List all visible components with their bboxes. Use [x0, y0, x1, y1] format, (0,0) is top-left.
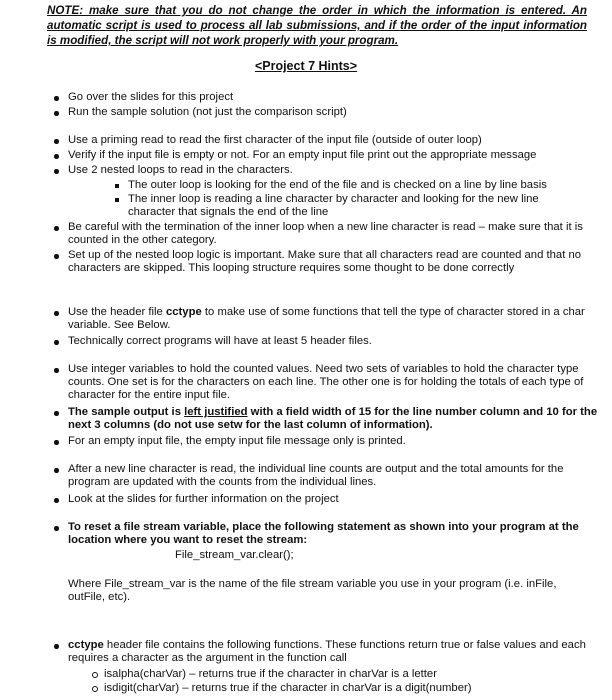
square-bullet-icon — [115, 184, 119, 188]
bullet-icon — [54, 498, 59, 503]
bullet-icon — [54, 226, 59, 231]
bullet-icon — [54, 468, 59, 473]
list-item-text: Use a priming read to read the first character of the input file (outside of outer loop) — [68, 134, 482, 146]
cctype-keyword: cctype — [165, 306, 202, 318]
text-run: to make use of some functions that tell the type of character stored in a char variable. See Below. — [68, 306, 585, 332]
list-item-text — [68, 306, 604, 332]
list-item-text: Be careful with the termination of the inner loop when a new line character is read – make sure that it is counted in the other category. — [68, 221, 583, 247]
list-item-text: Use 2 nested loops to read in the characters. — [68, 164, 293, 176]
list-item-text: Technically correct programs will have at least 5 header files. — [68, 335, 372, 347]
cctype-keyword: cctype — [68, 639, 104, 651]
list-item-text: Run the sample solution (not just the comparison script) — [68, 106, 347, 118]
list-item-text: Look at the slides for further information on the project — [68, 493, 339, 505]
text-run: The sample output is — [68, 406, 185, 418]
bullet-icon — [54, 644, 59, 649]
bullet-icon — [54, 96, 59, 101]
list-item-text: After a new line character is read, the individual line counts are output and the total amounts for the program are updated with the counts from the individual lines. — [68, 463, 564, 489]
list-item-text: Verify if the input file is empty or not. For an empty input file print out the appropriate message — [68, 149, 537, 161]
bullet-icon — [54, 154, 59, 159]
circle-bullet-icon — [92, 672, 98, 678]
sub-list-item-text: The outer loop is looking for the end of the file and is checked on a line by line basis — [128, 179, 547, 191]
bullet-icon — [54, 139, 59, 144]
bullet-icon — [54, 368, 59, 373]
page-title: <Project 7 Hints> — [254, 59, 358, 73]
bullet-icon — [54, 111, 59, 116]
note-paragraph: NOTE: make sure that you do not change the order in which the information is entered. An automatic script is used to process all lab submissions, and if the order of the input information is modified, the script will not work properly with your program. — [47, 4, 587, 47]
text-run: header file contains the following functions. These functions return true or false values and each requires a character as the argument in the function call — [68, 639, 586, 665]
explanation-text: Where File_stream_var is the name of the file stream variable you use in your program (i.e. inFile, outFile, etc). — [68, 578, 557, 604]
list-item-text: Set up of the nested loop logic is important. Make sure that all characters read are counted and that no characters are skipped. This looping structure requires some thought to be done correctly — [68, 249, 582, 275]
bullet-icon — [54, 311, 59, 316]
code-statement: File_stream_var.clear(); — [175, 549, 294, 561]
bullet-icon — [54, 440, 59, 445]
sub-list-item-text: The inner loop is reading a line character by character and looking for the new line character that signals the end of the line — [128, 193, 539, 219]
bullet-icon — [54, 340, 59, 345]
text-run: Use the header file — [68, 306, 166, 318]
list-item-text: For an empty input file, the empty input file message only is printed. — [68, 435, 406, 447]
bullet-icon — [54, 254, 59, 259]
list-item-text — [68, 639, 604, 665]
text-run: with a field width of 15 for the line number column and 10 for the next 3 columns (do not use setw for the last column of information). — [68, 406, 598, 432]
circle-bullet-icon — [92, 686, 98, 692]
function-item-text: isdigit(charVar) – returns true if the character in charVar is a digit(number) — [104, 682, 472, 694]
bullet-icon — [54, 169, 59, 174]
bullet-icon — [54, 526, 59, 531]
list-item-text: To reset a file stream variable, place the following statement as shown into your program at the location where you want to reset the stream: — [68, 521, 579, 547]
square-bullet-icon — [115, 198, 119, 202]
function-item-text: isalpha(charVar) – returns true if the character in charVar is a letter — [104, 668, 437, 680]
list-item-text: Go over the slides for this project — [68, 91, 234, 103]
underlined-text: left justified — [184, 406, 248, 418]
list-item-text — [68, 406, 604, 432]
list-item-text: Use integer variables to hold the counted values. Need two sets of variables to hold the character type counts. One set is for the characters on each line. The other one is for holding the totals of each type of character for the entire input file. — [68, 363, 584, 402]
bullet-icon — [54, 411, 59, 416]
